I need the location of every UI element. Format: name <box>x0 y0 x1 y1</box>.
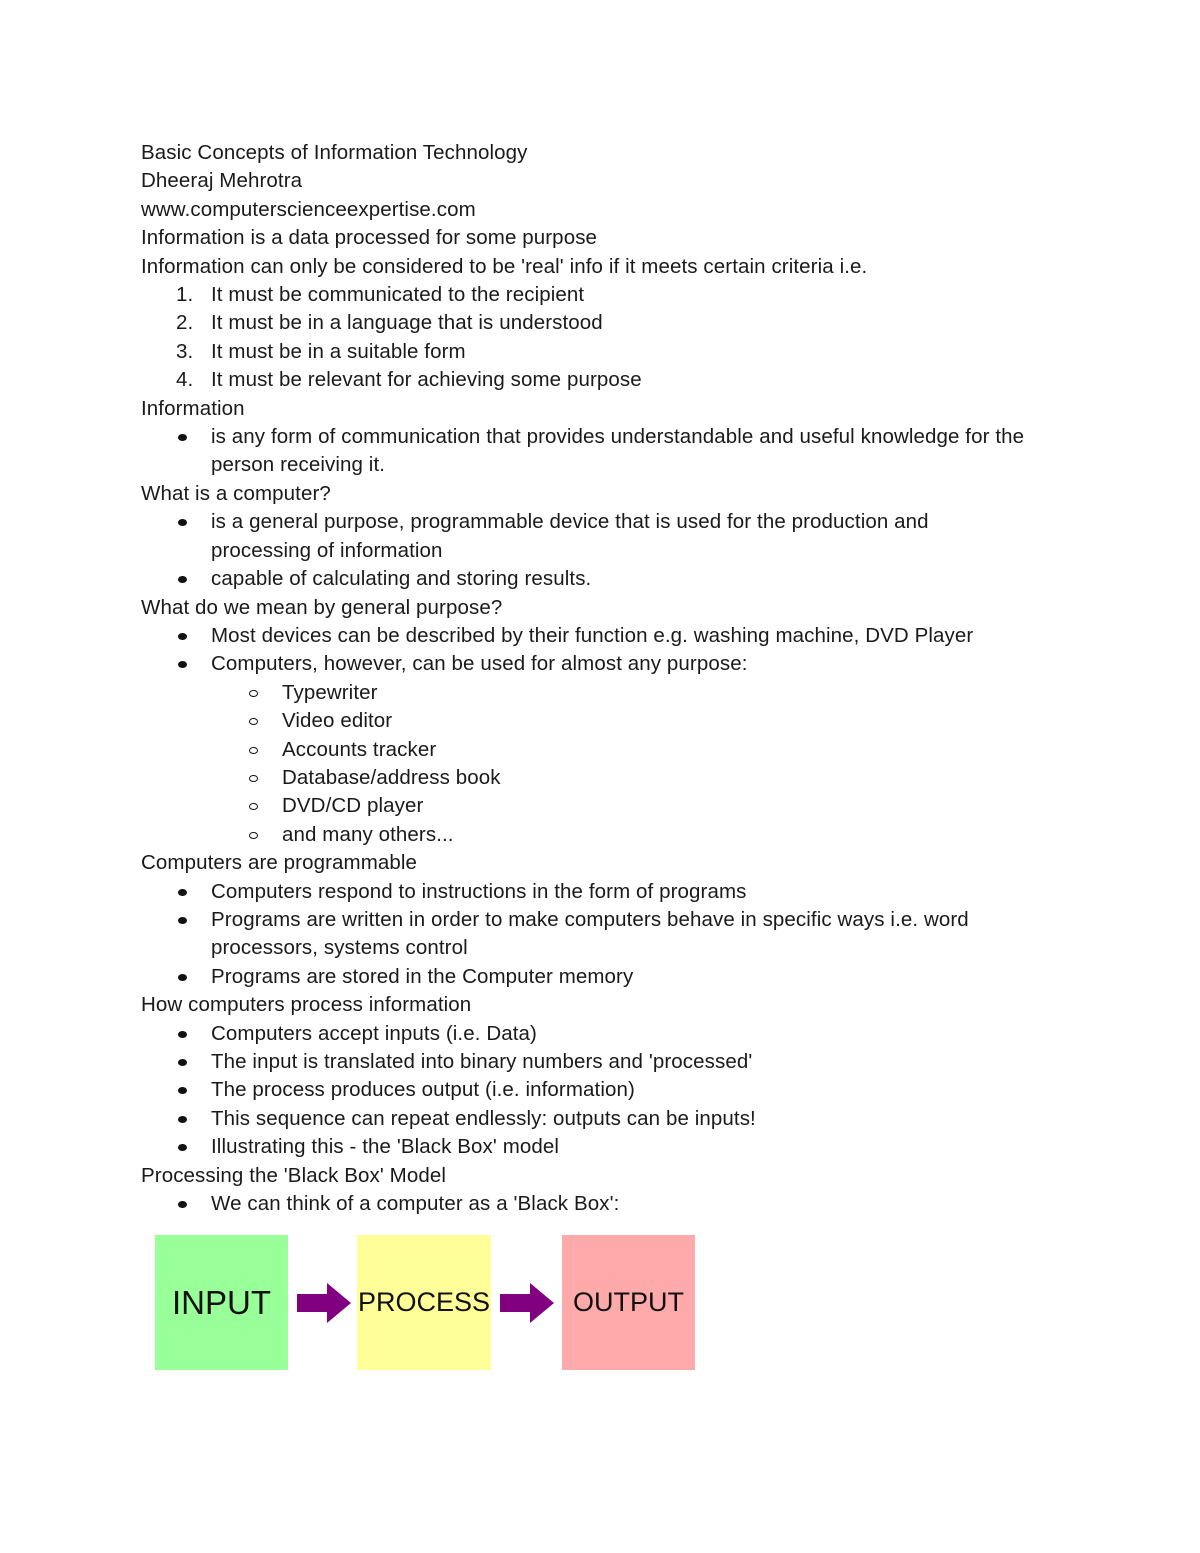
bullet-item <box>141 1076 1101 1104</box>
section-heading-process: How computers process information <box>141 993 472 1017</box>
circle-bullet-icon <box>249 775 258 782</box>
input-box <box>155 1235 288 1370</box>
output-box <box>562 1235 695 1370</box>
intro-line-2: Information can only be considered to be 'real' info if it meets certain criteria i.e. <box>141 254 868 278</box>
circle-bullet-icon <box>249 747 258 754</box>
bullet-item <box>141 1133 1101 1161</box>
intro-line-1: Information is a data processed for some purpose <box>141 226 598 250</box>
sub-bullet-text: Database/address book <box>282 765 501 789</box>
bullet-item <box>141 1105 1101 1133</box>
bullet-text: Programs are stored in the Computer memory <box>211 964 634 988</box>
sub-bullet-text: Video editor <box>282 709 393 733</box>
bullet-text: The process produces output (i.e. information) <box>211 1078 635 1102</box>
bullet-item <box>141 1020 1101 1048</box>
black-box-diagram <box>155 1235 700 1370</box>
sub-bullet-item <box>141 821 1101 849</box>
criteria-number: 2. <box>176 311 194 335</box>
bullet-dot-icon <box>178 1059 187 1066</box>
website-url: www.computerscienceexpertise.com <box>141 197 476 221</box>
bullet-text: Computers accept inputs (i.e. Data) <box>211 1021 537 1045</box>
bullet-dot-icon <box>178 434 187 441</box>
bullet-dot-icon <box>178 1116 187 1123</box>
author-name: Dheeraj Mehrotra <box>141 169 303 193</box>
bullet-item <box>141 1048 1101 1076</box>
criteria-text: It must be in a suitable form <box>211 339 466 363</box>
process-box <box>357 1235 491 1370</box>
bullet-dot-icon <box>178 974 187 981</box>
bullet-text: is a general purpose, programmable device that is used for the production and processing of information <box>211 510 929 562</box>
sub-bullet-item <box>141 736 1101 764</box>
criteria-text: It must be in a language that is understood <box>211 311 603 335</box>
circle-bullet-icon <box>249 718 258 725</box>
sub-bullet-item <box>141 707 1101 735</box>
right-arrow-icon <box>297 1283 351 1323</box>
bullet-text: Illustrating this - the 'Black Box' model <box>211 1135 560 1159</box>
bullet-text: Computers, however, can be used for almost any purpose: <box>211 652 748 676</box>
sub-bullet-text: Typewriter <box>282 680 378 704</box>
bullet-item <box>141 622 1101 650</box>
sub-bullet-item <box>141 792 1101 820</box>
document-title: Basic Concepts of Information Technology <box>141 141 528 164</box>
bullet-item <box>141 508 1101 565</box>
bullet-dot-icon <box>178 917 187 924</box>
bullet-dot-icon <box>178 1201 187 1208</box>
section-heading-programmable: Computers are programmable <box>141 851 418 875</box>
sub-bullet-item <box>141 679 1101 707</box>
bullet-dot-icon <box>178 1144 187 1151</box>
bullet-text: is any form of communication that provides understandable and useful knowledge for the person receiving it. <box>211 425 1025 477</box>
criteria-text: It must be relevant for achieving some purpose <box>211 368 642 392</box>
bullet-text: Computers respond to instructions in the form of programs <box>211 879 747 903</box>
circle-bullet-icon <box>249 803 258 810</box>
criteria-number: 3. <box>176 339 194 363</box>
bullet-item <box>141 878 1101 906</box>
input-label: INPUT <box>172 1283 271 1321</box>
bullet-text: This sequence can repeat endlessly: outputs can be inputs! <box>211 1106 756 1130</box>
bullet-dot-icon <box>178 576 187 583</box>
criteria-item <box>141 366 1101 394</box>
bullet-text: Most devices can be described by their function e.g. washing machine, DVD Player <box>211 623 974 647</box>
bullet-item <box>141 565 1101 593</box>
document-body <box>141 139 1101 1218</box>
criteria-number: 1. <box>176 283 194 307</box>
bullet-item <box>141 963 1101 991</box>
bullet-item <box>141 650 1101 678</box>
bullet-item <box>141 1190 1101 1218</box>
sub-bullet-text: and many others... <box>282 822 454 846</box>
bullet-item <box>141 423 1101 480</box>
criteria-item <box>141 338 1101 366</box>
bullet-dot-icon <box>178 889 187 896</box>
circle-bullet-icon <box>249 690 258 697</box>
section-heading-black-box: Processing the 'Black Box' Model <box>141 1163 447 1187</box>
process-label: PROCESS <box>357 1287 491 1317</box>
bullet-text: capable of calculating and storing results. <box>211 567 592 591</box>
bullet-dot-icon <box>178 1087 187 1094</box>
bullet-dot-icon <box>178 633 187 640</box>
bullet-dot-icon <box>178 661 187 668</box>
section-heading-information: Information <box>141 396 245 420</box>
section-heading-computer: What is a computer? <box>141 481 331 505</box>
bullet-dot-icon <box>178 1031 187 1038</box>
circle-bullet-icon <box>249 832 258 839</box>
bullet-text: We can think of a computer as a 'Black Box': <box>211 1192 620 1216</box>
bullet-item <box>141 906 1101 963</box>
criteria-text: It must be communicated to the recipient <box>211 283 585 307</box>
criteria-item <box>141 281 1101 309</box>
bullet-text: Programs are written in order to make computers behave in specific ways i.e. word processors, systems control <box>211 907 969 960</box>
criteria-number: 4. <box>176 368 194 392</box>
bullet-dot-icon <box>178 519 187 526</box>
right-arrow-icon <box>500 1283 554 1323</box>
sub-bullet-item <box>141 764 1101 792</box>
output-label: OUTPUT <box>573 1287 684 1317</box>
bullet-text: The input is translated into binary numbers and 'processed' <box>211 1050 753 1073</box>
section-heading-general-purpose: What do we mean by general purpose? <box>141 595 503 619</box>
sub-bullet-text: Accounts tracker <box>282 737 437 761</box>
criteria-item <box>141 309 1101 337</box>
sub-bullet-text: DVD/CD player <box>282 794 424 818</box>
